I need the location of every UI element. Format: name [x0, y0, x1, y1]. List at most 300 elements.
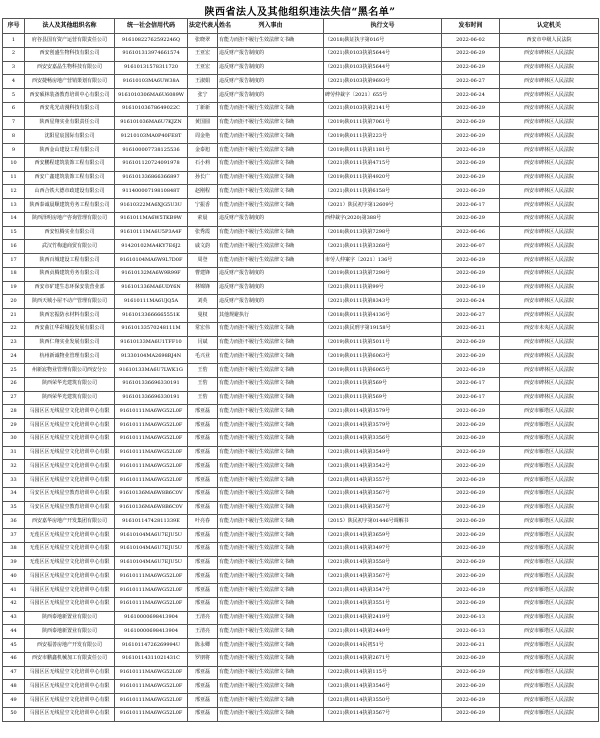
cell-legal-rep: 王清亮	[188, 611, 218, 625]
cell-reason: 违反财产报告制度的	[218, 212, 324, 226]
cell-publish-date: 2022-06-29	[442, 171, 500, 185]
cell-org-name: 杭州新诚物业管理有限公司	[25, 350, 115, 364]
cell-document-no: （2021)陕0111执第8343号	[324, 295, 442, 309]
cell-index: 26	[3, 377, 25, 391]
cell-reason: 有能力而拒不履行生效法律文书确	[218, 639, 324, 653]
cell-reason: 有能力而拒不履行生效法律文书确	[218, 116, 324, 130]
cell-reason: 违反财产报告制度的	[218, 89, 324, 103]
cell-publish-date: 2022-06-29	[442, 364, 500, 378]
cell-document-no: （2021)陕0111执第569号	[324, 377, 442, 391]
cell-authority: 西安市雁塔区人民法院	[500, 446, 599, 460]
cell-index: 47	[3, 666, 25, 680]
cell-index: 41	[3, 584, 25, 598]
cell-credit-code: 91610114311021431C	[115, 652, 188, 666]
cell-index: 1	[3, 34, 25, 48]
cell-authority: 西安市碑林区人民法院	[500, 254, 599, 268]
cell-document-no: （2021)陕0114执第3551号	[324, 597, 442, 611]
cell-credit-code: 916101313974661574	[115, 47, 188, 61]
cell-authority: 西安市碑林区人民法院	[500, 295, 599, 309]
cell-org-name: 马园区区无线星空文化培训中心有限	[25, 570, 115, 584]
table-body	[3, 34, 599, 722]
table-row	[3, 199, 599, 213]
cell-org-name: 马园区区无线星空文化培训中心有限	[25, 460, 115, 474]
table-row	[3, 419, 599, 433]
cell-org-name: 山西合铁大德市政建设有限公司	[25, 185, 115, 199]
cell-authority: 西安市碑林区人民法院	[500, 144, 599, 158]
cell-publish-date: 2022-06-29	[442, 419, 500, 433]
cell-index: 28	[3, 405, 25, 419]
cell-index: 16	[3, 240, 25, 254]
cell-index: 18	[3, 267, 25, 281]
cell-publish-date: 2022-06-29	[442, 584, 500, 598]
table-row	[3, 597, 599, 611]
cell-document-no: （2021)陕0114执第2449号	[324, 625, 442, 639]
table-row	[3, 226, 599, 240]
cell-document-no: （2019)陕0111执第4920号	[324, 171, 442, 185]
cell-index: 31	[3, 446, 25, 460]
cell-index: 25	[3, 364, 25, 378]
cell-org-name: 无莲区区无线星空文化培训中心有限	[25, 529, 115, 543]
cell-reason: 有能力而拒不履行生效法律文书确	[218, 240, 324, 254]
cell-publish-date: 2022-06-27	[442, 75, 500, 89]
cell-authority: 西安市碑林区人民法院	[500, 281, 599, 295]
cell-org-name: 陕西荣华光建筑有限公司	[25, 391, 115, 405]
cell-publish-date: 2022-06-29	[442, 47, 500, 61]
cell-credit-code: 91610111MA6WG52L0F	[115, 707, 188, 721]
cell-publish-date: 2022-06-29	[442, 432, 500, 446]
cell-authority: 西安市雁塔区人民法院	[500, 597, 599, 611]
table-row	[3, 185, 599, 199]
cell-authority: 西安市雁塔区人民法院	[500, 460, 599, 474]
cell-index: 21	[3, 309, 25, 323]
table-row	[3, 680, 599, 694]
cell-legal-rep: 张宁	[188, 89, 218, 103]
cell-document-no: （2018)陕0111执第4136号	[324, 309, 442, 323]
cell-index: 23	[3, 336, 25, 350]
cell-legal-rep: 王淑娟	[188, 75, 218, 89]
cell-document-no: （2015）陕民初字第01446号调解书	[324, 515, 442, 529]
cell-authority: 西安市碑林区人民法院	[500, 130, 599, 144]
cell-legal-rep: 周金艳	[188, 130, 218, 144]
cell-credit-code: 916101336866366897	[115, 171, 188, 185]
cell-legal-rep: 宁振香	[188, 199, 218, 213]
cell-publish-date: 2022-06-29	[442, 130, 500, 144]
cell-legal-rep: 邢亚磊	[188, 597, 218, 611]
cell-reason: 有能力而拒不履行生效法律文书确	[218, 625, 324, 639]
cell-reason: 有能力而拒不履行生效法律文书确	[218, 102, 324, 116]
cell-document-no: （2021)陕0111执第4715号	[324, 157, 442, 171]
cell-index: 7	[3, 116, 25, 130]
cell-index: 36	[3, 515, 25, 529]
cell-authority: 西安市碑林区人民法院	[500, 61, 599, 75]
cell-credit-code: 91610322MA6XJG5U3U	[115, 199, 188, 213]
cell-document-no: （2021)陕0103执第2141号	[324, 102, 442, 116]
cell-org-name: 马园区区无线星空文化培训中心有限	[25, 405, 115, 419]
cell-authority: 西安市碑林区人民法院	[500, 212, 599, 226]
cell-legal-rep: 邢亚磊	[188, 432, 218, 446]
cell-org-name: 西安恒腾实业有限公司	[25, 226, 115, 240]
cell-credit-code: 916101336696330191	[115, 377, 188, 391]
table-row	[3, 639, 599, 653]
cell-legal-rep: 邢亚磊	[188, 584, 218, 598]
table-row	[3, 350, 599, 364]
cell-reason: 违反财产报告制度的	[218, 281, 324, 295]
cell-reason: 有能力而拒不履行生效法律文书确	[218, 570, 324, 584]
cell-org-name: 陕西泰地新置业有限公司	[25, 611, 115, 625]
cell-publish-date: 2022-06-07	[442, 240, 500, 254]
cell-credit-code: 91610111MA6WG52L0F	[115, 666, 188, 680]
cell-org-name: 马园区区无线星空文化培训中心有限	[25, 597, 115, 611]
cell-reason: 违反财产报告制度的	[218, 75, 324, 89]
header-publish-date: 发布时间	[442, 19, 500, 34]
cell-authority: 西安市雁塔区人民法院	[500, 707, 599, 721]
cell-index: 13	[3, 199, 25, 213]
cell-reason: 有能力而拒不履行生效法律文书确	[218, 171, 324, 185]
cell-credit-code: 91140000719810848T	[115, 185, 188, 199]
cell-document-no: （2021)陕0114执第3567号	[324, 501, 442, 515]
cell-reason: 有能力而拒不履行生效法律文书确	[218, 611, 324, 625]
cell-index: 39	[3, 556, 25, 570]
cell-reason: 有能力而拒不履行生效法律文书确	[218, 652, 324, 666]
cell-legal-rep: 邢亚磊	[188, 405, 218, 419]
cell-authority: 西安市碑林区人民法院	[500, 157, 599, 171]
cell-credit-code: 91210103MA0P40FE8T	[115, 130, 188, 144]
table-row	[3, 130, 599, 144]
cell-publish-date: 2022-06-29	[442, 487, 500, 501]
cell-org-name: 西安广鑫建筑装饰工程有限公司	[25, 171, 115, 185]
cell-authority: 西安市碑林区人民法院	[500, 185, 599, 199]
cell-index: 20	[3, 295, 25, 309]
cell-legal-rep: 黄国圆	[188, 116, 218, 130]
cell-publish-date: 2022-06-29	[442, 254, 500, 268]
cell-index: 43	[3, 611, 25, 625]
cell-legal-rep: 索晨	[188, 212, 218, 226]
cell-index: 27	[3, 391, 25, 405]
table-row	[3, 405, 599, 419]
cell-document-no: （2021)陕民刑字第19158号	[324, 322, 442, 336]
cell-org-name: 马园区区无线星空文化培训中心有限	[25, 419, 115, 433]
cell-reason: 有能力而拒不履行生效法律文书确	[218, 405, 324, 419]
cell-authority: 西安市碑林区人民法院	[500, 116, 599, 130]
table-row	[3, 542, 599, 556]
table-row	[3, 75, 599, 89]
cell-index: 24	[3, 350, 25, 364]
cell-authority: 西安市碑林区人民法院	[500, 199, 599, 213]
cell-index: 38	[3, 542, 25, 556]
cell-reason: 有能力而拒不履行生效法律文书确	[218, 694, 324, 708]
header-reason: 列入事由	[218, 19, 324, 34]
cell-org-name: 陕西贞腾建筑劳务有限公司	[25, 267, 115, 281]
cell-credit-code: 9161010306MA6U6089W	[115, 89, 188, 103]
cell-reason: 有能力而拒不履行生效法律文书确	[218, 130, 324, 144]
cell-document-no: （2021)陕0103执第9693号	[324, 75, 442, 89]
cell-org-name: 无莲区区无线星空文化培训中心有限	[25, 556, 115, 570]
cell-authority: 西安市雁塔区人民法院	[500, 556, 599, 570]
cell-org-name: 陕西星翔实业有限责任公司	[25, 116, 115, 130]
cell-reason: 有能力而拒不履行生效法律文书确	[218, 199, 324, 213]
cell-credit-code: 91610111MA6WG52L0F	[115, 405, 188, 419]
table-row	[3, 460, 599, 474]
cell-credit-code: 916101120724091978	[115, 157, 188, 171]
cell-document-no: （2021)陕0114执第3659号	[324, 529, 442, 543]
cell-org-name: 西安市矿建生态环保安装营业部	[25, 281, 115, 295]
cell-credit-code: 91610114726269994U	[115, 639, 188, 653]
cell-credit-code: 91610111MA6WG52L0F	[115, 597, 188, 611]
cell-document-no: （2021)陕0114执第2671号	[324, 652, 442, 666]
cell-legal-rep: 邢亚磊	[188, 487, 218, 501]
cell-org-name: 陕西天城小屋不动产管理有限公司	[25, 295, 115, 309]
cell-reason: 有能力而拒不履行生效法律文书确	[218, 377, 324, 391]
table-row	[3, 556, 599, 570]
cell-credit-code: 91610104MA6U7EJU5U	[115, 556, 188, 570]
cell-publish-date: 2022-06-29	[442, 666, 500, 680]
table-row	[3, 625, 599, 639]
header-legal-rep: 法定代表人姓名	[188, 19, 218, 34]
cell-publish-date: 2022-06-06	[442, 226, 500, 240]
table-row	[3, 47, 599, 61]
blacklist-table	[2, 18, 599, 722]
table-row	[3, 212, 599, 226]
cell-org-name: 西安安嘉晶生物科技有限公司	[25, 61, 115, 75]
cell-document-no: （2021)陕0114执第3567号	[324, 570, 442, 584]
cell-credit-code: 91610133MA6U7LWK1G	[115, 364, 188, 378]
cell-legal-rep: 邢亚磊	[188, 501, 218, 515]
cell-authority: 西安市碑林区人民法院	[500, 102, 599, 116]
cell-publish-date: 2022-06-02	[442, 34, 500, 48]
cell-index: 6	[3, 102, 25, 116]
cell-legal-rep: 邢亚磊	[188, 707, 218, 721]
cell-org-name: 陕西仁翔实业发展有限公司	[25, 336, 115, 350]
cell-legal-rep: 戚文韵	[188, 240, 218, 254]
cell-org-name: 无莲区区无线星空文化培训中心有限	[25, 542, 115, 556]
cell-publish-date: 2022-06-29	[442, 474, 500, 488]
cell-reason: 有能力而拒不履行生效法律文书确	[218, 515, 324, 529]
cell-authority: 西安市雁塔区人民法院	[500, 625, 599, 639]
cell-document-no: （2021)陕0114执第3497号	[324, 542, 442, 556]
cell-org-name: 马安区区无线星空教育培训中心有限	[25, 501, 115, 515]
cell-index: 48	[3, 680, 25, 694]
cell-authority: 西安市碑林区人民法院	[500, 309, 599, 323]
cell-authority: 西安市中级人民法院	[500, 34, 599, 48]
cell-index: 44	[3, 625, 25, 639]
cell-index: 22	[3, 322, 25, 336]
table-row	[3, 102, 599, 116]
cell-document-no: （2018)陕0113执第7298号	[324, 226, 442, 240]
cell-legal-rep: 叶亮春	[188, 515, 218, 529]
cell-authority: 西安市雁塔区人民法院	[500, 419, 599, 433]
cell-publish-date: 2022-06-29	[442, 116, 500, 130]
cell-credit-code: 91420102MA4KY7E6J2	[115, 240, 188, 254]
cell-credit-code: 91610111MA6WG52L0F	[115, 446, 188, 460]
cell-reason: 违反财产报告制度的	[218, 61, 324, 75]
cell-index: 15	[3, 226, 25, 240]
cell-index: 3	[3, 61, 25, 75]
cell-index: 45	[3, 639, 25, 653]
cell-authority: 西安市碑林区人民法院	[500, 75, 599, 89]
table-row	[3, 171, 599, 185]
cell-index: 30	[3, 432, 25, 446]
cell-credit-code: 9161011MA6W5TKB9W	[115, 212, 188, 226]
cell-legal-rep: 王亚宏	[188, 47, 218, 61]
cell-index: 35	[3, 501, 25, 515]
cell-document-no: （2021)陕0111执第6158号	[324, 185, 442, 199]
cell-legal-rep: 毛兴业	[188, 350, 218, 364]
cell-authority: 西安市雁塔区人民法院	[500, 515, 599, 529]
cell-document-no: （2021)陕0103执第5644号	[324, 47, 442, 61]
header-org-name: 法人及其他组织名称	[25, 19, 115, 34]
cell-org-name: 州新宸物业管理有限公司西安分公	[25, 364, 115, 378]
table-row	[3, 707, 599, 721]
cell-authority: 西安市雁塔区人民法院	[500, 405, 599, 419]
table-row	[3, 254, 599, 268]
cell-legal-rep: 邢亚磊	[188, 570, 218, 584]
cell-document-no: （2021)陕0111执第99号	[324, 281, 442, 295]
cell-document-no: （2021)陕0114执第3567号	[324, 487, 442, 501]
cell-legal-rep: 刘英	[188, 295, 218, 309]
table-row	[3, 295, 599, 309]
cell-authority: 西安市碑林区人民法院	[500, 391, 599, 405]
cell-reason: 其他规避执行	[218, 309, 324, 323]
cell-publish-date: 2022-06-29	[442, 680, 500, 694]
cell-publish-date: 2022-06-29	[442, 694, 500, 708]
cell-document-no: （2020)陕0114民初51号	[324, 639, 442, 653]
cell-credit-code: 91610104MA6U7EJU5U	[115, 542, 188, 556]
cell-org-name: 马园区区无线星空文化培训中心有限	[25, 446, 115, 460]
cell-reason: 有能力而拒不履行生效法律文书确	[218, 597, 324, 611]
cell-index: 12	[3, 185, 25, 199]
cell-legal-rep: 邢亚磊	[188, 474, 218, 488]
cell-reason: 有能力而拒不履行生效法律文书确	[218, 460, 324, 474]
cell-authority: 西安市雁塔区人民法院	[500, 501, 599, 515]
table-row	[3, 116, 599, 130]
header-authority: 认定机关	[500, 19, 599, 34]
cell-credit-code: 91610111MA6U5P3A4F	[115, 226, 188, 240]
table-row	[3, 267, 599, 281]
cell-publish-date: 2022-06-29	[442, 597, 500, 611]
table-row	[3, 652, 599, 666]
table-row	[3, 474, 599, 488]
cell-document-no: （2021）陕民初字第12609号	[324, 199, 442, 213]
cell-publish-date: 2022-06-17	[442, 377, 500, 391]
cell-org-name: 马园区区无线星空文化培训中心有限	[25, 666, 115, 680]
cell-authority: 西安市雁塔区人民法院	[500, 611, 599, 625]
cell-credit-code: 91610000698413904	[115, 625, 188, 639]
cell-publish-date: 2022-06-29	[442, 61, 500, 75]
cell-org-name: 陕西金山建设工程有限公司	[25, 144, 115, 158]
cell-legal-rep: 闫斌	[188, 336, 218, 350]
cell-credit-code: 91610133MA6U1TFF10	[115, 336, 188, 350]
cell-credit-code: 91610133666665551K	[115, 309, 188, 323]
cell-legal-rep: 曼权	[188, 309, 218, 323]
cell-reason: 有能力而拒不履行生效法律文书确	[218, 584, 324, 598]
cell-reason: 有能力而拒不履行生效法律文书确	[218, 34, 324, 48]
cell-index: 40	[3, 570, 25, 584]
cell-publish-date: 2022-06-29	[442, 336, 500, 350]
cell-reason: 有能力而拒不履行生效法律文书确	[218, 144, 324, 158]
cell-credit-code: 91610136MA6W8B6C0V	[115, 487, 188, 501]
cell-legal-rep: 邢亚磊	[188, 542, 218, 556]
cell-authority: 西安市碑林区人民法院	[500, 240, 599, 254]
table-row	[3, 322, 599, 336]
cell-index: 34	[3, 487, 25, 501]
table-row	[3, 89, 599, 103]
cell-document-no: （2019)陕0111执第7061号	[324, 116, 442, 130]
table-header-row	[3, 19, 599, 34]
cell-credit-code: 91610111MA6WG52L0F	[115, 570, 188, 584]
cell-legal-rep: 张秀霞	[188, 226, 218, 240]
table-row	[3, 144, 599, 158]
cell-index: 5	[3, 89, 25, 103]
cell-index: 4	[3, 75, 25, 89]
cell-reason: 有能力而拒不履行生效法律文书确	[218, 157, 324, 171]
cell-credit-code: 916100007738125536	[115, 144, 188, 158]
cell-org-name: 沈阳星宸国际有限公司	[25, 130, 115, 144]
cell-publish-date: 2022-06-29	[442, 556, 500, 570]
cell-legal-rep: 丁新新	[188, 102, 218, 116]
cell-authority: 西安市雁塔区人民法院	[500, 487, 599, 501]
cell-legal-rep: 常宏伟	[188, 322, 218, 336]
cell-reason: 有能力而拒不履行生效法律文书确	[218, 446, 324, 460]
cell-reason: 有能力而拒不履行生效法律文书确	[218, 336, 324, 350]
cell-publish-date: 2022-06-29	[442, 350, 500, 364]
cell-publish-date: 2022-06-24	[442, 295, 500, 309]
cell-credit-code: 91610000698413904	[115, 611, 188, 625]
cell-document-no: 碑劳仲裁字〔2021〕655号	[324, 89, 442, 103]
table-row	[3, 34, 599, 48]
cell-authority: 西安市碑林区人民法院	[500, 47, 599, 61]
cell-authority: 西安市碑林区人民法院	[500, 171, 599, 185]
cell-org-name: 西安曲江华彩城投发展有限公司	[25, 322, 115, 336]
cell-index: 33	[3, 474, 25, 488]
cell-legal-rep: 林锦锋	[188, 281, 218, 295]
cell-publish-date: 2022-06-29	[442, 102, 500, 116]
cell-reason: 违反财产报告制度的	[218, 47, 324, 61]
cell-authority: 西安市碑林区人民法院	[500, 89, 599, 103]
cell-publish-date: 2022-06-24	[442, 89, 500, 103]
cell-org-name: 陕西宏振防水材料有限公司	[25, 309, 115, 323]
cell-legal-rep: 邢亚磊	[188, 529, 218, 543]
cell-legal-rep: 罗朋将	[188, 652, 218, 666]
cell-legal-rep: 邢亚磊	[188, 666, 218, 680]
table-row	[3, 157, 599, 171]
cell-org-name: 西安鹏程建筑装饰工程有限公司	[25, 157, 115, 171]
cell-document-no: （2021)陕0111执第3268号	[324, 240, 442, 254]
table-row	[3, 487, 599, 501]
cell-credit-code: 91610104MA6U7EJU5U	[115, 529, 188, 543]
cell-authority: 西安市雁塔区人民法院	[500, 474, 599, 488]
cell-authority: 西安市碑林区人民法院	[500, 377, 599, 391]
cell-org-name: 府谷县国有资产运营有限责任公司	[25, 34, 115, 48]
cell-org-name: 武汉竹梅道商贸有限公司	[25, 240, 115, 254]
cell-authority: 西安市碑林区人民法院	[500, 350, 599, 364]
cell-publish-date: 2022-06-29	[442, 542, 500, 556]
cell-credit-code: 91610133570248111M	[115, 322, 188, 336]
cell-org-name: 西安捷畅房地产营销策划有限公司	[25, 75, 115, 89]
table-row	[3, 281, 599, 295]
cell-publish-date: 2022-06-27	[442, 309, 500, 323]
cell-publish-date: 2022-06-29	[442, 515, 500, 529]
cell-publish-date: 2022-06-13	[442, 625, 500, 639]
cell-reason: 有能力而拒不履行生效法律文书确	[218, 529, 324, 543]
cell-publish-date: 2022-06-21	[442, 322, 500, 336]
cell-reason: 违反财产报告制度的	[218, 267, 324, 281]
cell-document-no: （2021)陕0114执第3579号	[324, 419, 442, 433]
table-row	[3, 694, 599, 708]
table-row	[3, 61, 599, 75]
cell-authority: 西安市雁塔区人民法院	[500, 680, 599, 694]
cell-authority: 西安市雁塔区人民法院	[500, 694, 599, 708]
cell-publish-date: 2022-06-19	[442, 281, 500, 295]
